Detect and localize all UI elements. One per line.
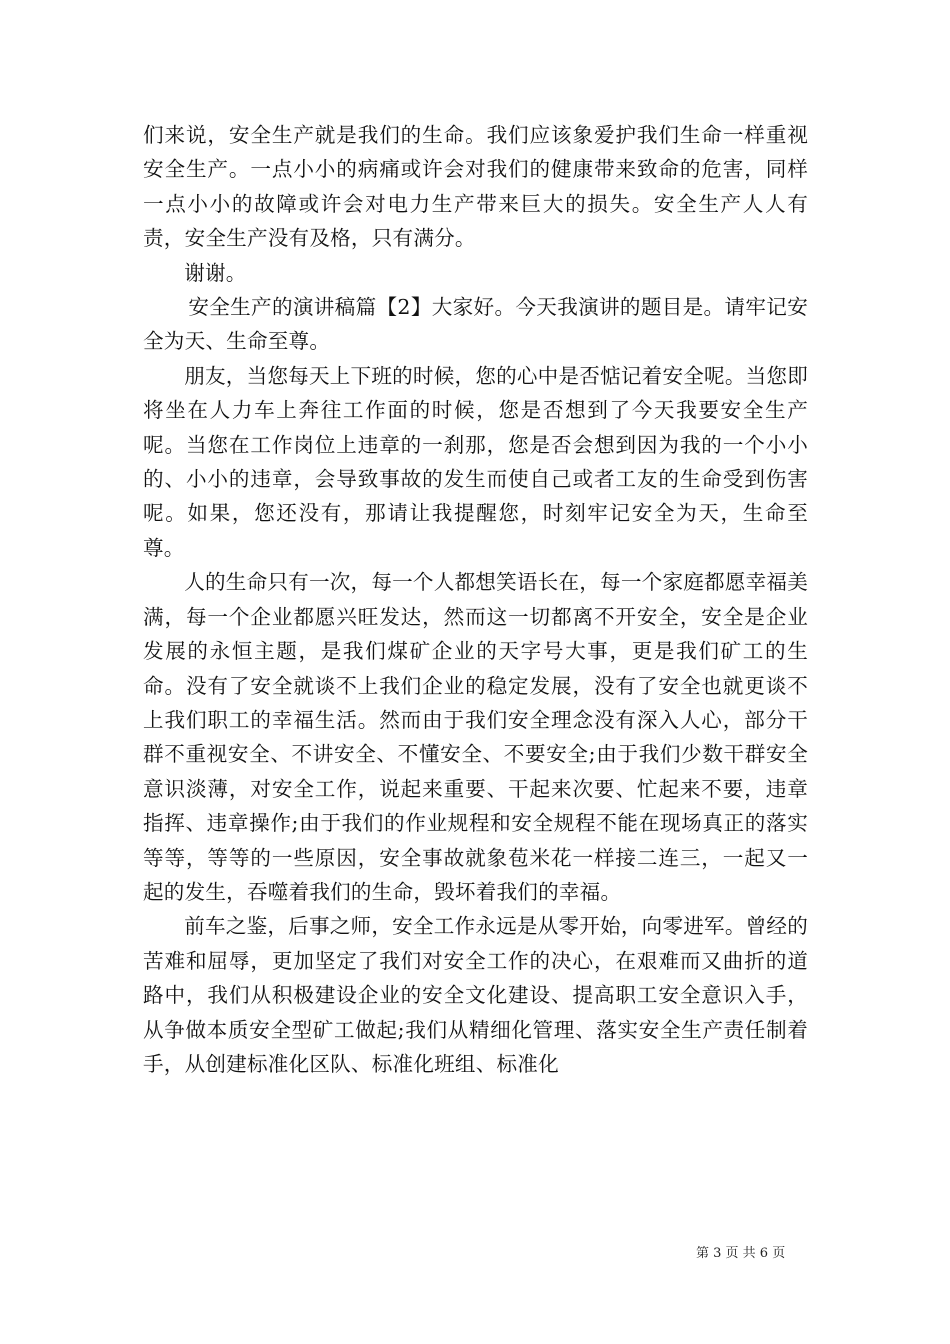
page-number-footer: 第 3 页 共 6 页 (696, 1246, 786, 1261)
paragraph-friend: 朋友，当您每天上下班的时候，您的心中是否惦记着安全呢。当您即将坐在人力车上奔往工作面的时候，您是否想到了今天我要安全生产呢。当您在工作岗位上违章的一刹那，您是否会想到因为我的一个小小的、小小的违章，会导致事故的发生而使自己或者工友的生命受到伤害呢。如果，您还没有，那请让我提醒您，时刻牢记安全为天，生命至尊。 (143, 363, 808, 560)
paragraph-speech-title: 安全生产的演讲稿篇【2】大家好。今天我演讲的题目是。请牢记安全为天、生命至尊。 (143, 295, 808, 354)
paragraph-continued: 们来说，安全生产就是我们的生命。我们应该象爱护我们生命一样重视安全生产。一点小小的病痛或许会对我们的健康带来致命的危害，同样一点小小的故障或许会对电力生产带来巨大的损失。安全生产人人有责，安全生产没有及格，只有满分。 (143, 123, 808, 251)
document-body (143, 118, 808, 1081)
paragraph-lessons: 前车之鉴，后事之师，安全工作永远是从零开始，向零进军。曾经的苦难和屈辱，更加坚定了我们对安全工作的决心，在艰难而又曲折的道路中，我们从积极建设企业的安全文化建设、提高职工安全意识入手，从争做本质安全型矿工做起;我们从精细化管理、落实安全生产责任制着手，从创建标准化区队、标准化班组、标准化 (143, 914, 808, 1076)
paragraph-thanks: 谢谢。 (184, 260, 247, 285)
paragraph-life-once: 人的生命只有一次，每一个人都想笑语长在，每一个家庭都愿幸福美满，每一个企业都愿兴旺发达，然而这一切都离不开安全，安全是企业发展的永恒主题，是我们煤矿企业的天字号大事，更是我们矿工的生命。没有了安全就谈不上我们企业的稳定发展，没有了安全也就更谈不上我们职工的幸福生活。然而由于我们安全理念没有深入人心，部分干群不重视安全、不讲安全、不懂安全、不要安全;由于我们少数干群安全意识淡薄，对安全工作，说起来重要、干起来次要、忙起来不要，违章指挥、违章操作;由于我们的作业规程和安全规程不能在现场真正的落实等等，等等的一些原因，安全事故就象苞米花一样接二连三，一起又一起的发生，吞噬着我们的生命，毁坏着我们的幸福。 (143, 570, 808, 904)
